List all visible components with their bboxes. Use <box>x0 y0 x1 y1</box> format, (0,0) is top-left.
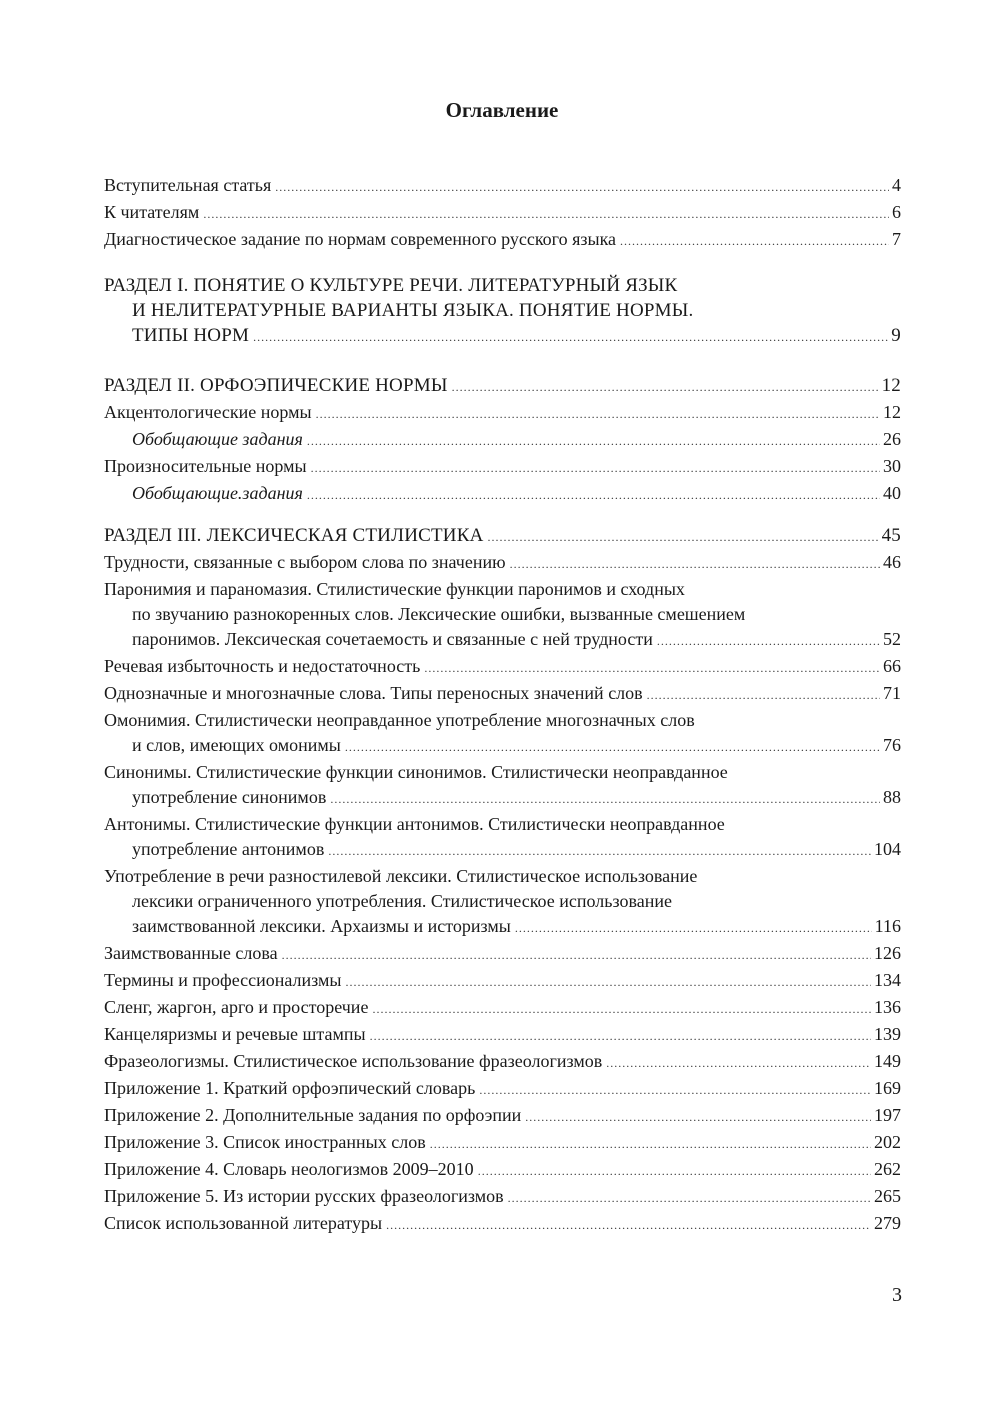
toc-entry <box>104 454 901 481</box>
toc-entry-row <box>104 1130 901 1157</box>
toc-entry <box>104 708 901 760</box>
toc-dot-leader <box>606 1051 871 1076</box>
toc-entry-title: Список использованной литературы <box>104 1213 383 1233</box>
toc-entry-text-line: Синонимы. Стилистические функции синонимов. Стилистически неоправданное <box>104 762 728 782</box>
toc-entry-row <box>104 1049 901 1076</box>
toc-entry <box>104 1211 901 1238</box>
toc-page-ref: 126 <box>874 943 901 963</box>
toc-page-ref: 202 <box>874 1132 901 1152</box>
toc-entry-row <box>104 785 901 812</box>
toc-dot-leader <box>370 1024 871 1049</box>
toc-group-section-1 <box>104 273 901 350</box>
toc-entry-title: Канцеляризмы и речевые штампы <box>104 1024 366 1044</box>
page-title: Оглавление <box>445 98 559 122</box>
toc-subentry <box>104 427 901 454</box>
toc-page-ref: 134 <box>874 970 901 990</box>
toc-entry-row <box>104 427 901 454</box>
toc-entry-row <box>104 941 901 968</box>
page-number: 3 <box>892 1284 902 1306</box>
toc-dot-leader <box>346 970 872 995</box>
toc-entry-title: Термины и профессионализмы <box>104 970 342 990</box>
toc-entry-row <box>104 481 901 508</box>
toc-entry <box>104 227 901 254</box>
toc-entry <box>104 864 901 941</box>
toc-entry-text-line: И НЕЛИТЕРАТУРНЫЕ ВАРИАНТЫ ЯЗЫКА. ПОНЯТИЕ НОРМЫ. <box>132 300 694 321</box>
toc-entry-title: употребление антонимов <box>132 839 325 859</box>
toc-entry-row <box>104 523 901 550</box>
toc-dot-leader <box>515 916 872 941</box>
toc-entry <box>104 1022 901 1049</box>
toc-entry-row <box>104 681 901 708</box>
toc-dot-leader <box>508 1186 871 1211</box>
toc-entry-row <box>104 227 901 254</box>
toc-entry-title: паронимов. Лексическая сочетаемость и связанные с ней трудности <box>132 629 653 649</box>
toc-entry <box>104 995 901 1022</box>
toc-entry <box>104 654 901 681</box>
toc-entry-title: РАЗДЕЛ II. ОРФОЭПИЧЕСКИЕ НОРМЫ <box>104 375 448 396</box>
toc-entry-row <box>104 733 901 760</box>
toc-entry <box>104 812 901 864</box>
toc-entry-title: Трудности, связанные с выбором слова по значению <box>104 552 506 572</box>
toc-page-ref: 9 <box>891 325 901 346</box>
toc-page-ref: 71 <box>883 683 901 703</box>
toc-entry <box>104 1157 901 1184</box>
toc-section-heading <box>104 273 901 350</box>
toc-entry-row <box>104 1022 901 1049</box>
toc-entry-row <box>104 654 901 681</box>
toc-entry <box>104 1130 901 1157</box>
toc-entry <box>104 173 901 200</box>
toc-page-ref: 46 <box>883 552 901 572</box>
toc-dot-leader <box>657 629 880 654</box>
toc-group-intro <box>104 173 901 254</box>
toc-entry-text-line: Омонимия. Стилистически неоправданное употребление многозначных слов <box>104 710 695 730</box>
toc-entry <box>104 968 901 995</box>
toc-entry-row <box>104 173 901 200</box>
toc-page-ref: 88 <box>883 787 901 807</box>
toc-dot-leader <box>488 525 879 550</box>
toc-page-ref: 139 <box>874 1024 901 1044</box>
toc-subentry <box>104 481 901 508</box>
toc-page-ref: 169 <box>874 1078 901 1098</box>
toc-page-ref: 6 <box>892 202 901 222</box>
toc-page-ref: 7 <box>892 229 901 249</box>
toc-entry-row <box>104 914 901 941</box>
toc-entry-title: Приложение 5. Из истории русских фразеологизмов <box>104 1186 504 1206</box>
toc-page-ref: 116 <box>874 916 901 936</box>
toc-entry-title: Произносительные нормы <box>104 456 307 476</box>
toc-entry-row <box>104 627 901 654</box>
toc-page-ref: 45 <box>881 525 901 546</box>
toc-entry <box>104 681 901 708</box>
toc-page-ref: 52 <box>883 629 901 649</box>
toc-dot-leader <box>452 375 879 400</box>
toc-page-ref: 136 <box>874 997 901 1017</box>
toc-dot-leader <box>316 402 880 427</box>
toc-dot-leader <box>345 735 880 760</box>
toc-dot-leader <box>253 325 888 350</box>
toc-entry-title: Заимствованные слова <box>104 943 278 963</box>
toc-dot-leader <box>386 1213 871 1238</box>
toc-entry-title: Обобщающие.задания <box>132 483 303 503</box>
toc-page-ref: 4 <box>892 175 901 195</box>
toc-entry-title: и слов, имеющих омонимы <box>132 735 341 755</box>
toc-entry-row <box>104 1184 901 1211</box>
toc-entry <box>104 1103 901 1130</box>
toc-entry-row <box>104 454 901 481</box>
toc-page-ref: 12 <box>883 402 901 422</box>
toc-dot-leader <box>479 1078 871 1103</box>
toc-entry <box>104 1049 901 1076</box>
toc-entry-title: Приложение 2. Дополнительные задания по орфоэпии <box>104 1105 522 1125</box>
toc-page-ref: 197 <box>874 1105 901 1125</box>
toc-dot-leader <box>620 229 889 254</box>
toc-entry-text-line: по звучанию разнокоренных слов. Лексические ошибки, вызванные смешением <box>132 604 746 624</box>
toc-entry-title: Акцентологические нормы <box>104 402 312 422</box>
toc-section-heading <box>104 373 901 400</box>
toc-entry-title: Сленг, жаргон, арго и просторечие <box>104 997 369 1017</box>
toc-entry-text-line: Антонимы. Стилистические функции антонимов. Стилистически неоправданное <box>104 814 725 834</box>
toc-page-ref: 262 <box>874 1159 901 1179</box>
toc-entry-row <box>104 968 901 995</box>
toc-dot-leader <box>430 1132 871 1157</box>
toc-dot-leader <box>372 997 871 1022</box>
toc-entry <box>104 1184 901 1211</box>
toc-entry-title: Приложение 3. Список иностранных слов <box>104 1132 426 1152</box>
toc-entry-title: РАЗДЕЛ III. ЛЕКСИЧЕСКАЯ СТИЛИСТИКА <box>104 525 484 546</box>
toc-entry-row <box>104 1103 901 1130</box>
toc-group-section-3 <box>104 523 901 1238</box>
toc-page-ref: 66 <box>883 656 901 676</box>
toc-dot-leader <box>275 175 889 200</box>
toc-entry-text-line: Употребление в речи разностилевой лексики. Стилистическое использование <box>104 866 698 886</box>
toc-entry-title: заимствованной лексики. Архаизмы и историзмы <box>132 916 511 936</box>
toc-entry-row <box>104 323 901 350</box>
toc-dot-leader <box>647 683 880 708</box>
toc-entry-row <box>104 200 901 227</box>
toc-dot-leader <box>424 656 880 681</box>
toc-entry-row <box>104 400 901 427</box>
toc-page-ref: 279 <box>874 1213 901 1233</box>
toc-entry-row <box>104 550 901 577</box>
toc-entry-row <box>104 837 901 864</box>
toc-dot-leader <box>478 1159 871 1184</box>
toc-entry-row <box>104 1211 901 1238</box>
toc-page-ref: 26 <box>883 429 901 449</box>
toc-entry <box>104 400 901 427</box>
toc-entry-row <box>104 1076 901 1103</box>
toc-page-ref: 104 <box>874 839 901 859</box>
toc-entry-row <box>104 373 901 400</box>
toc-dot-leader <box>307 483 880 508</box>
toc-dot-leader <box>282 943 871 968</box>
toc-entry-title: Обобщающие задания <box>132 429 303 449</box>
toc-entry <box>104 1076 901 1103</box>
toc-page-ref: 76 <box>883 735 901 755</box>
toc-entry-row <box>104 1157 901 1184</box>
toc-dot-leader <box>510 552 880 577</box>
toc-page-ref: 40 <box>883 483 901 503</box>
toc-entry <box>104 200 901 227</box>
toc-entry-title: употребление синонимов <box>132 787 327 807</box>
toc-entry-text-line: РАЗДЕЛ I. ПОНЯТИЕ О КУЛЬТУРЕ РЕЧИ. ЛИТЕРАТУРНЫЙ ЯЗЫК <box>104 275 678 296</box>
toc-entry-title: ТИПЫ НОРМ <box>132 325 250 346</box>
toc-entry-title: Вступительная статья <box>104 175 272 195</box>
toc-dot-leader <box>330 787 880 812</box>
toc-entry <box>104 577 901 654</box>
toc-dot-leader <box>307 429 880 454</box>
toc-entry <box>104 550 901 577</box>
toc-entry-row <box>104 995 901 1022</box>
toc-section-heading <box>104 523 901 550</box>
toc-entry-title: Однозначные и многозначные слова. Типы переносных значений слов <box>104 683 643 703</box>
toc-entry-title: Диагностическое задание по нормам современного русского языка <box>104 229 617 249</box>
toc-entry-title: Приложение 4. Словарь неологизмов 2009–2010 <box>104 1159 474 1179</box>
toc-entry-title: К читателям <box>104 202 200 222</box>
toc-group-section-2 <box>104 373 901 508</box>
toc-entry-title: Речевая избыточность и недостаточность <box>104 656 421 676</box>
toc-entry-title: Фразеологизмы. Стилистическое использование фразеологизмов <box>104 1051 603 1071</box>
toc-entry-title: Приложение 1. Краткий орфоэпический словарь <box>104 1078 476 1098</box>
toc-entry <box>104 941 901 968</box>
toc-dot-leader <box>525 1105 871 1130</box>
toc-entry <box>104 760 901 812</box>
toc-page-ref: 12 <box>881 375 901 396</box>
toc-entry-text-line: лексики ограниченного употребления. Стилистическое использование <box>132 891 672 911</box>
toc-dot-leader <box>203 202 889 227</box>
toc-page-ref: 265 <box>874 1186 901 1206</box>
toc-dot-leader <box>311 456 880 481</box>
toc-page-ref: 149 <box>874 1051 901 1071</box>
toc-page-ref: 30 <box>883 456 901 476</box>
toc-entry-text-line: Паронимия и параномазия. Стилистические функции паронимов и сходных <box>104 579 685 599</box>
toc-dot-leader <box>328 839 871 864</box>
